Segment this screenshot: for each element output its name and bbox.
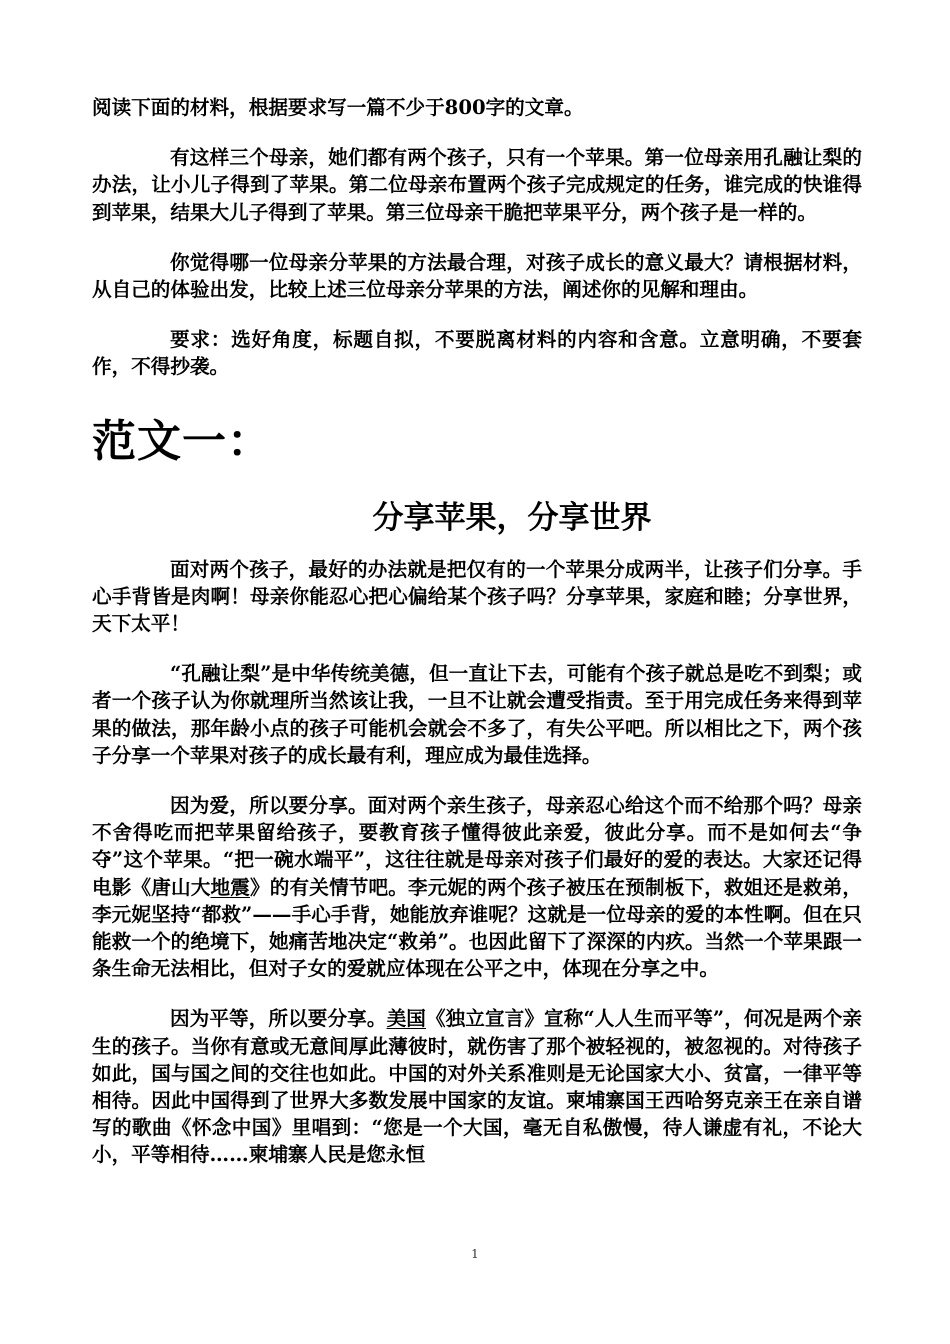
prompt-material: 有这样三个母亲，她们都有两个孩子，只有一个苹果。第一位母亲用孔融让梨的办法，让小儿子得到了苹果。第二位母亲布置两个孩子完成规定的任务，谁完成的快谁得到苹果，结果大儿子得到了苹果。第三位母亲干脆把苹果平分，两个孩子是一样的。 xyxy=(92,146,862,224)
essay-paragraph-2: “孔融让梨”是中华传统美德，但一直让下去，可能有个孩子就总是吃不到梨；或者一个孩子认为你就理所当然该让我，一旦不让就会遭受指责。至于用完成任务来得到苹果的做法，那年龄小点的孩子可能机会就会不多了，有失公平吧。所以相比之下，两个孩子分享一个苹果对孩子的成长最有利，理应成为最佳选择。 xyxy=(92,662,862,767)
paragraph-4-text-end: 《独立宣言》宣称“人人生而平等”，何况是两个亲生的孩子。当你有意或无意间厚此薄彼时，就伤害了那个被轻视的，被忽视的。对待孩子如此，国与国之间的交往也如此。中国的对外关系准则是无论国家大小、贫富，一律平等相待。因此中国得到了世界大多数发展中国家的友谊。柬埔寨国王西哈努克亲王在亲自谱写的歌曲《怀念中国》里唱到：“您是一个大国，毫无自私傲慢，待人谦虚有礼，不论大小，平等相待……柬埔寨人民是您永恒 xyxy=(92,1007,862,1167)
essay-paragraph-1: 面对两个孩子，最好的办法就是把仅有的一个苹果分成两半，让孩子们分享。手心手背皆是肉啊！母亲你能忍心把心偏给某个孩子吗？分享苹果，家庭和睦；分享世界，天下太平！ xyxy=(92,557,862,636)
paragraph-3-text-end: 》的有关情节吧。李元妮的两个孩子被压在预制板下，救姐还是救弟，李元妮坚持“都救”——手心手背，她能放弃谁呢？这就是一位母亲的爱的本性啊。但在只能救一个的绝境下，她痛苦地决定“救弟”。也因此留下了深深的内疚。当然一个苹果跟一条生命无法相比，但对子女的爱就应体现在公平之中，体现在分享之中。 xyxy=(92,875,863,981)
prompt-question: 你觉得哪一位母亲分苹果的方法最合理，对孩子成长的意义最大？请根据材料，从自己的体验出发，比较上述三位母亲分苹果的方法，阐述你的见解和理由。 xyxy=(92,250,862,302)
section-heading: 范文一： xyxy=(92,415,272,467)
essay-paragraph-3 xyxy=(92,792,862,982)
page-number: 1 xyxy=(471,1247,479,1261)
essay-paragraph-4 xyxy=(92,1005,862,1168)
page-content xyxy=(92,94,862,1169)
usa-link[interactable]: 美国 xyxy=(386,1007,426,1031)
paragraph-3-text-start: 因为爱，所以要分享。面对两个亲生孩子，母亲忍心给这个而不给那个吗？母亲不舍得吃而把苹果留给孩子，要教育孩子懂得彼此亲爱，彼此分享。而不是如何去“争夺”这个苹果。“把一碗水端平”，这往往就是母亲对孩子们最好的爱的表达。大家还记得电影《唐山大 xyxy=(92,794,862,899)
prompt-intro: 阅读下面的材料，根据要求写一篇不少于800字的文章。 xyxy=(92,96,584,119)
prompt-requirements: 要求：选好角度，标题自拟，不要脱离材料的内容和含意。立意明确，不要套作，不得抄袭。 xyxy=(92,328,862,379)
paragraph-4-text-start: 因为平等，所以要分享。 xyxy=(170,1007,387,1031)
essay-title: 分享苹果，分享世界 xyxy=(372,499,652,536)
earthquake-link[interactable]: 地震 xyxy=(210,875,250,899)
